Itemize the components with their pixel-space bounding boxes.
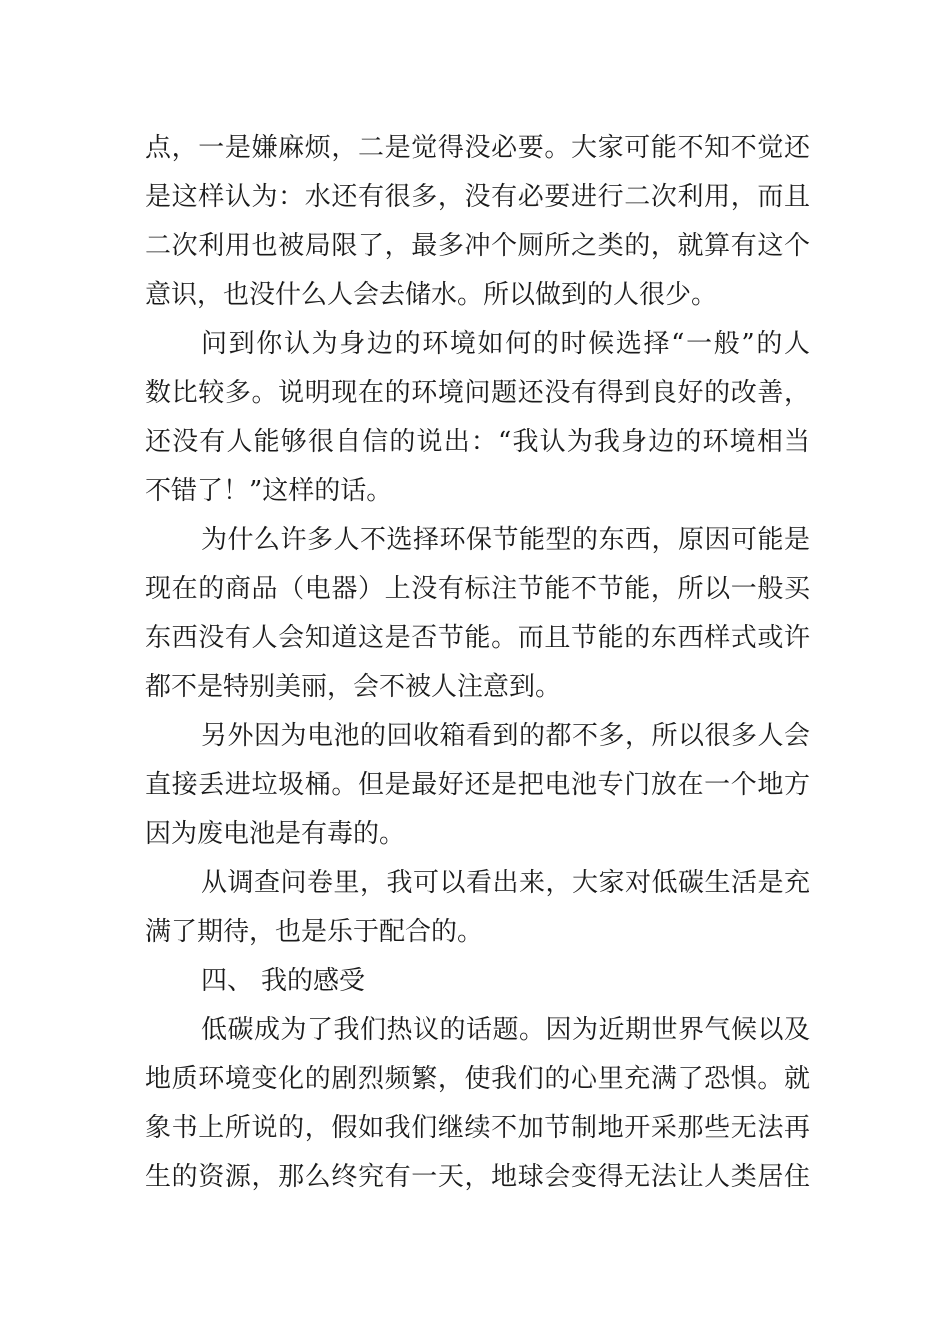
text-line: 生的资源，那么终究有一天，地球会变得无法让人类居住: [145, 1162, 810, 1192]
section-number: 四、: [201, 966, 254, 996]
text-line: 点，一是嫌麻烦，二是觉得没必要。大家可能不知不觉还: [145, 133, 810, 163]
text-line: 从调查问卷里，我可以看出来，大家对低碳生活是充: [201, 868, 810, 898]
text-line: 满了期待，也是乐于配合的。: [145, 917, 484, 947]
paragraph: [145, 516, 810, 712]
paragraph: [145, 712, 810, 859]
text-line: 都不是特别美丽，会不被人注意到。: [145, 672, 562, 702]
paragraph: [145, 124, 810, 320]
paragraph: [145, 320, 810, 516]
section-heading: [145, 957, 810, 1006]
text-line: 意识，也没什么人会去储水。所以做到的人很少。: [145, 280, 718, 310]
text-line: 因为废电池是有毒的。: [145, 819, 406, 849]
text-line: 是这样认为：水还有很多，没有必要进行二次利用，而且: [145, 182, 810, 212]
text-line: 现在的商品（电器）上没有标注节能不节能，所以一般买: [145, 574, 810, 604]
text-line: 为什么许多人不选择环保节能型的东西，原因可能是: [201, 525, 810, 555]
text-line: 地质环境变化的剧烈频繁，使我们的心里充满了恐惧。就: [145, 1064, 810, 1094]
text-line: 直接丢进垃圾桶。但是最好还是把电池专门放在一个地方: [145, 770, 810, 800]
text-line: 还没有人能够很自信的说出：“我认为我身边的环境相当: [145, 427, 810, 457]
text-line: 东西没有人会知道这是否节能。而且节能的东西样式或许: [145, 623, 810, 653]
paragraph: [145, 1006, 810, 1202]
text-line: 另外因为电池的回收箱看到的都不多，所以很多人会: [201, 721, 810, 751]
text-line: 象书上所说的，假如我们继续不加节制地开采那些无法再: [145, 1113, 810, 1143]
text-line: 低碳成为了我们热议的话题。因为近期世界气候以及: [201, 1015, 810, 1045]
document-body: [145, 124, 810, 1202]
text-line: 问到你认为身边的环境如何的时候选择“一般”的人: [201, 329, 810, 359]
text-line: 数比较多。说明现在的环境问题还没有得到良好的改善，: [145, 378, 810, 408]
text-line: 二次利用也被局限了，最多冲个厕所之类的，就算有这个: [145, 231, 810, 261]
text-line: 不错了！”这样的话。: [145, 476, 393, 506]
paragraph: [145, 859, 810, 957]
section-title: 我的感受: [261, 966, 366, 996]
